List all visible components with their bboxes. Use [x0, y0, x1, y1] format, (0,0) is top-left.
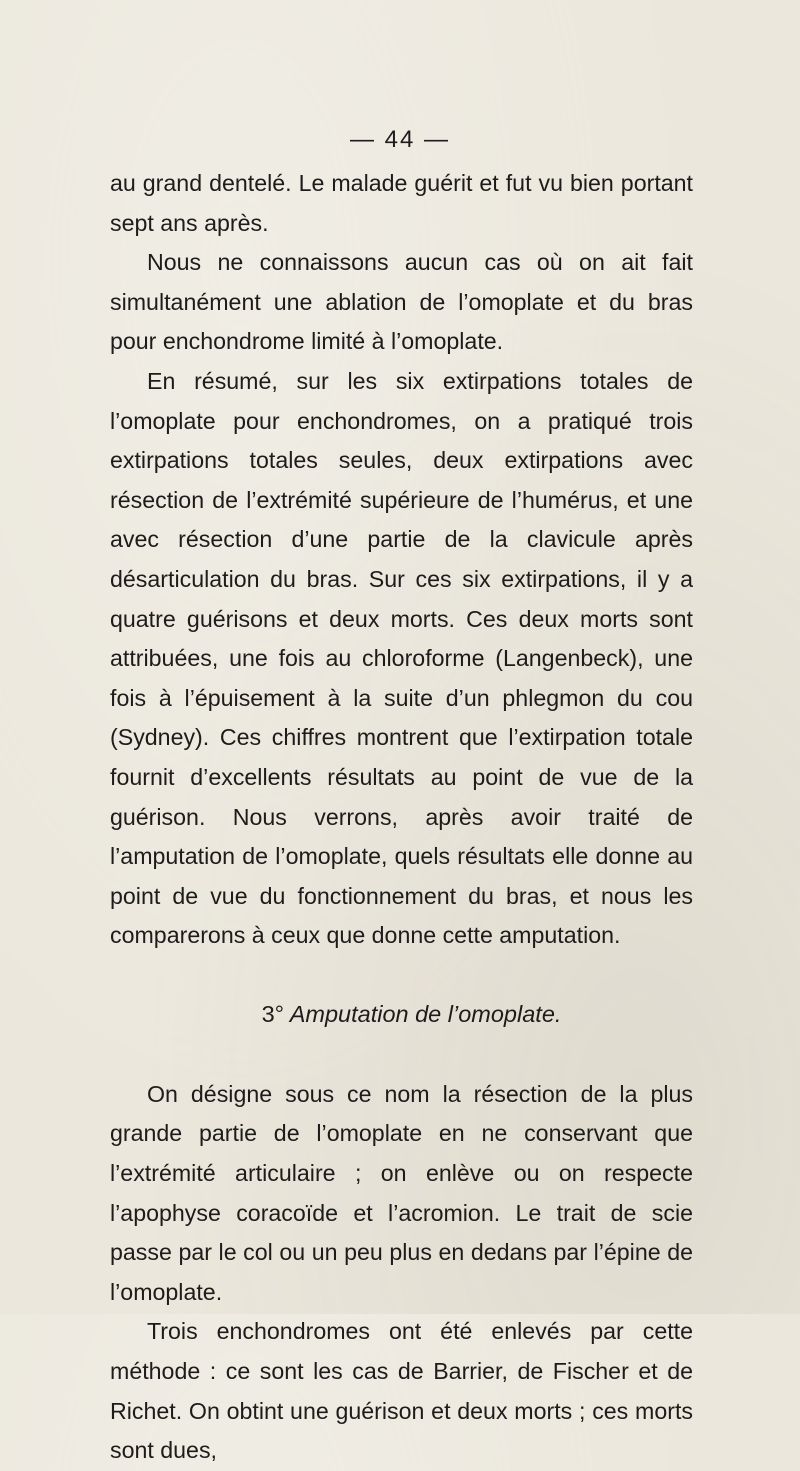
paragraph-cases: Trois enchondromes ont été enlevés par cette méthode : ce sont les cas de Barrier, de Fischer et de Richet. On obtint une guérison et deux morts ; ces morts sont dues, — [110, 1318, 693, 1464]
paragraph-continuation: au grand dentelé. Le malade guérit et fut vu bien portant sept ans après. — [110, 170, 693, 236]
section-number: 3° — [261, 1000, 285, 1027]
paragraph-summary: En résumé, sur les six extirpations totales de l’omoplate pour enchondromes, on a pratiqué trois extirpations totales seules, deux extirpations avec résection de l’extrémité supérieure de l’humérus, et une avec résection d’une partie de la clavicule après désarticulation du bras. Sur ces six extirpations, il y a quatre guérisons et deux morts. Ces deux morts sont attribuées, une fois au chloroforme (Langenbeck), une fois à l’épuisement à la suite d’un phlegmon du cou (Sydney). Ces chiffres montrent que l’extirpation totale fournit d’excellents résultats au point de vue de la guérison. Nous verrons, après avoir traité de l’amputation de l’omoplate, quels résultats elle donne au point de vue du fonctionnement du bras, et nous les comparerons à ceux que donne cette amputation. — [110, 367, 693, 949]
section-heading — [110, 994, 693, 1034]
section-title: Amputation de l’omoplate. — [289, 1000, 562, 1027]
body-text — [110, 164, 693, 1471]
paragraph-definition: On désigne sous ce nom la résection de la plus grande partie de l’omoplate en ne conservant que l’extrémité articulaire ; on enlève ou on respecte l’apophyse coracoïde et l’acromion. Le trait de scie passe par le col ou un peu plus en dedans par l’épine de l’omoplate. — [110, 1080, 693, 1305]
page-number: — 44 — — [349, 126, 451, 153]
paragraph-no-known-case: Nous ne connaissons aucun cas où on ait fait simultanément une ablation de l’omoplate et du bras pour enchondrome limité à l’omoplate. — [110, 249, 693, 355]
